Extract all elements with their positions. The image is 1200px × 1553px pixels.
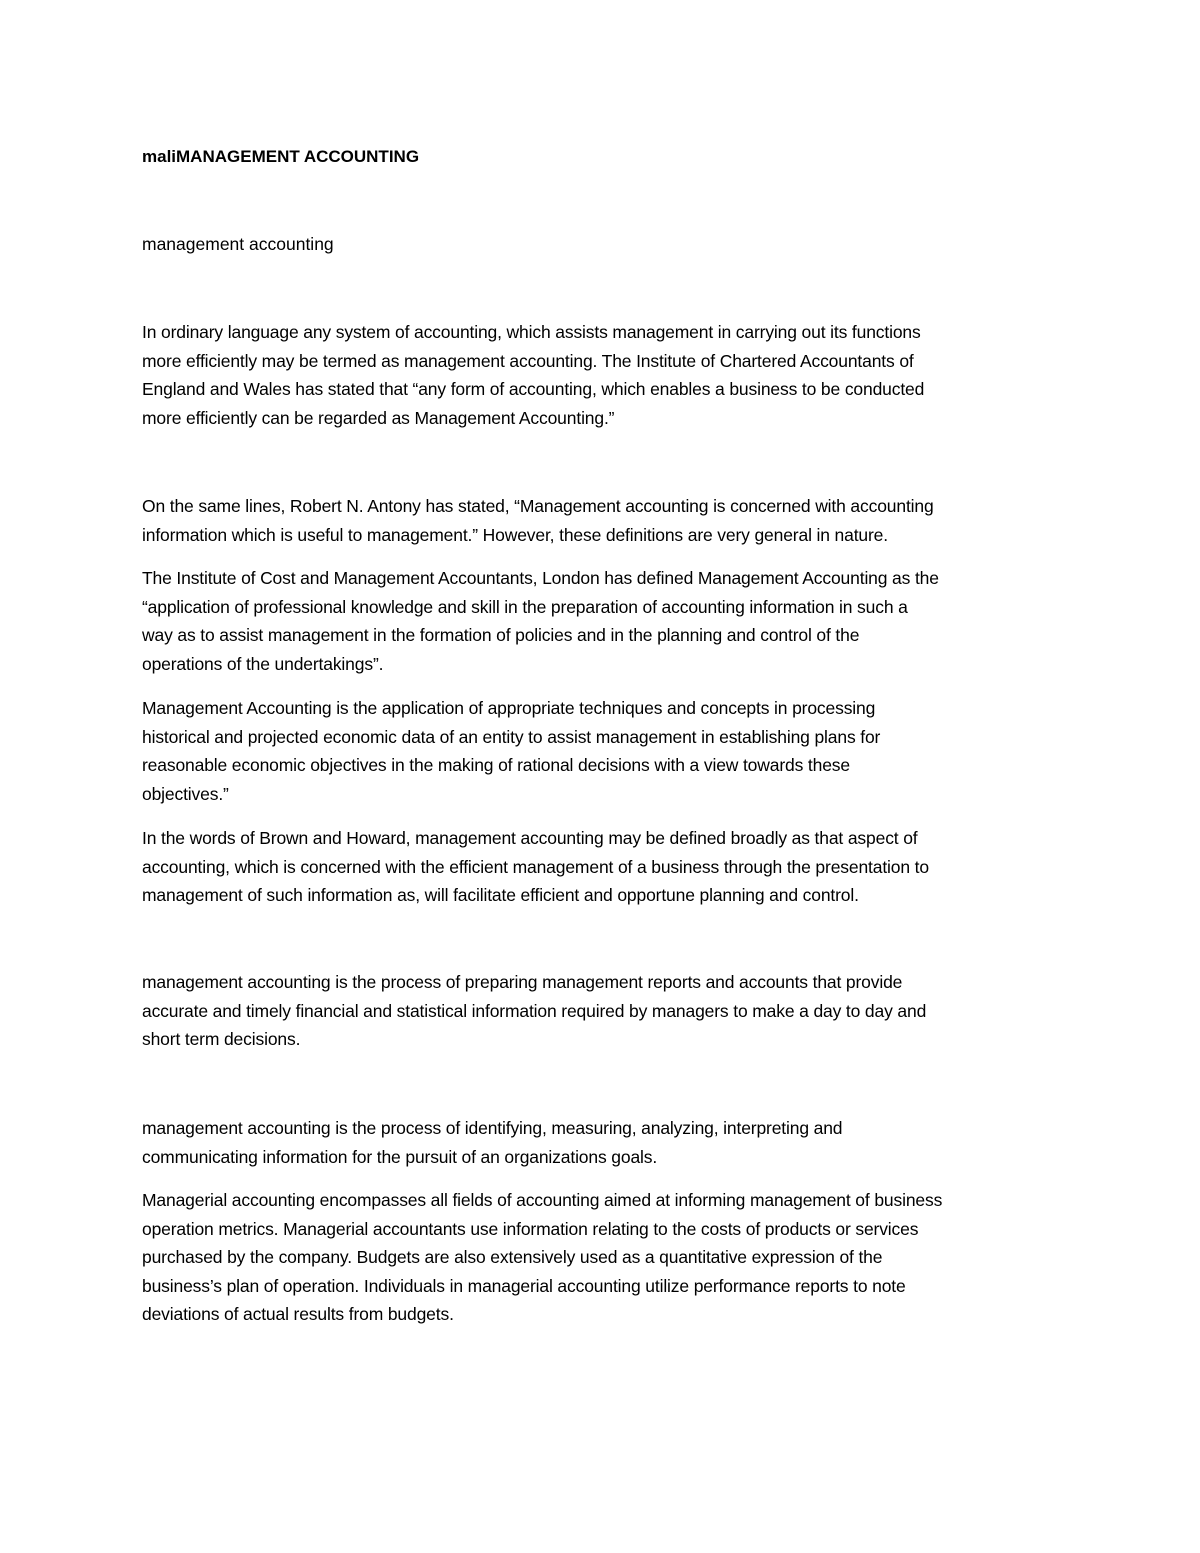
paragraph-preparing-reports bbox=[142, 968, 926, 1054]
text-line: Managerial accounting encompasses all fields of accounting aimed at informing management of business bbox=[142, 1190, 943, 1210]
document-subtitle: management accounting bbox=[142, 234, 334, 254]
text-line: The Institute of Cost and Management Accountants, London has defined Management Accounting as the bbox=[142, 568, 939, 588]
text-line: deviations of actual results from budgets. bbox=[142, 1304, 454, 1324]
text-line: purchased by the company. Budgets are also extensively used as a quantitative expression of the bbox=[142, 1247, 883, 1267]
text-line: historical and projected economic data of an entity to assist management in establishing plans for bbox=[142, 726, 881, 747]
text-line: information which is useful to management.” However, these definitions are very general in nature. bbox=[142, 524, 888, 545]
paragraph-managerial-accounting bbox=[142, 1186, 942, 1329]
text-line: management accounting is the process of preparing management reports and accounts that provide bbox=[142, 972, 903, 992]
paragraph-robert-antony bbox=[142, 492, 934, 549]
text-line: way as to assist management in the formation of policies and in the planning and control of the bbox=[142, 625, 860, 645]
document-title: maliMANAGEMENT ACCOUNTING bbox=[142, 147, 420, 166]
text-line: business’s plan of operation. Individuals in managerial accounting utilize performance reports to note bbox=[142, 1275, 906, 1296]
text-line: On the same lines, Robert N. Antony has stated, “Management accounting is concerned with accounting bbox=[142, 496, 934, 516]
paragraph-ordinary-language bbox=[142, 318, 924, 432]
text-line: more efficiently may be termed as management accounting. The Institute of Chartered Accountants of bbox=[142, 350, 914, 371]
text-line: objectives.” bbox=[142, 783, 229, 804]
text-line: accurate and timely financial and statistical information required by managers to make a day to day and bbox=[142, 1000, 927, 1021]
paragraph-application-techniques bbox=[142, 694, 880, 808]
text-line: operation metrics. Managerial accountants use information relating to the costs of products or services bbox=[142, 1218, 919, 1239]
text-line: more efficiently can be regarded as Management Accounting.” bbox=[142, 407, 615, 428]
text-line: In the words of Brown and Howard, management accounting may be defined broadly as that aspect of bbox=[142, 828, 918, 848]
text-line: In ordinary language any system of accounting, which assists management in carrying out its functions bbox=[142, 322, 921, 342]
text-line: Management Accounting is the application of appropriate techniques and concepts in processing bbox=[142, 698, 876, 718]
text-line: reasonable economic objectives in the making of rational decisions with a view towards these bbox=[142, 755, 850, 775]
paragraph-identifying-measuring bbox=[142, 1114, 842, 1171]
text-line: operations of the undertakings”. bbox=[142, 653, 384, 674]
paragraph-icma-definition bbox=[142, 564, 939, 678]
text-line: management accounting is the process of identifying, measuring, analyzing, interpreting and bbox=[142, 1118, 843, 1138]
text-line: accounting, which is concerned with the efficient management of a business through the presentation to bbox=[142, 856, 929, 877]
paragraph-brown-howard bbox=[142, 824, 929, 910]
text-line: “application of professional knowledge and skill in the preparation of accounting information in such a bbox=[142, 596, 908, 617]
text-line: communicating information for the pursuit of an organizations goals. bbox=[142, 1146, 658, 1167]
text-line: England and Wales has stated that “any form of accounting, which enables a business to be conducted bbox=[142, 379, 925, 399]
text-line: management of such information as, will facilitate efficient and opportune planning and control. bbox=[142, 885, 859, 905]
text-line: short term decisions. bbox=[142, 1029, 301, 1049]
